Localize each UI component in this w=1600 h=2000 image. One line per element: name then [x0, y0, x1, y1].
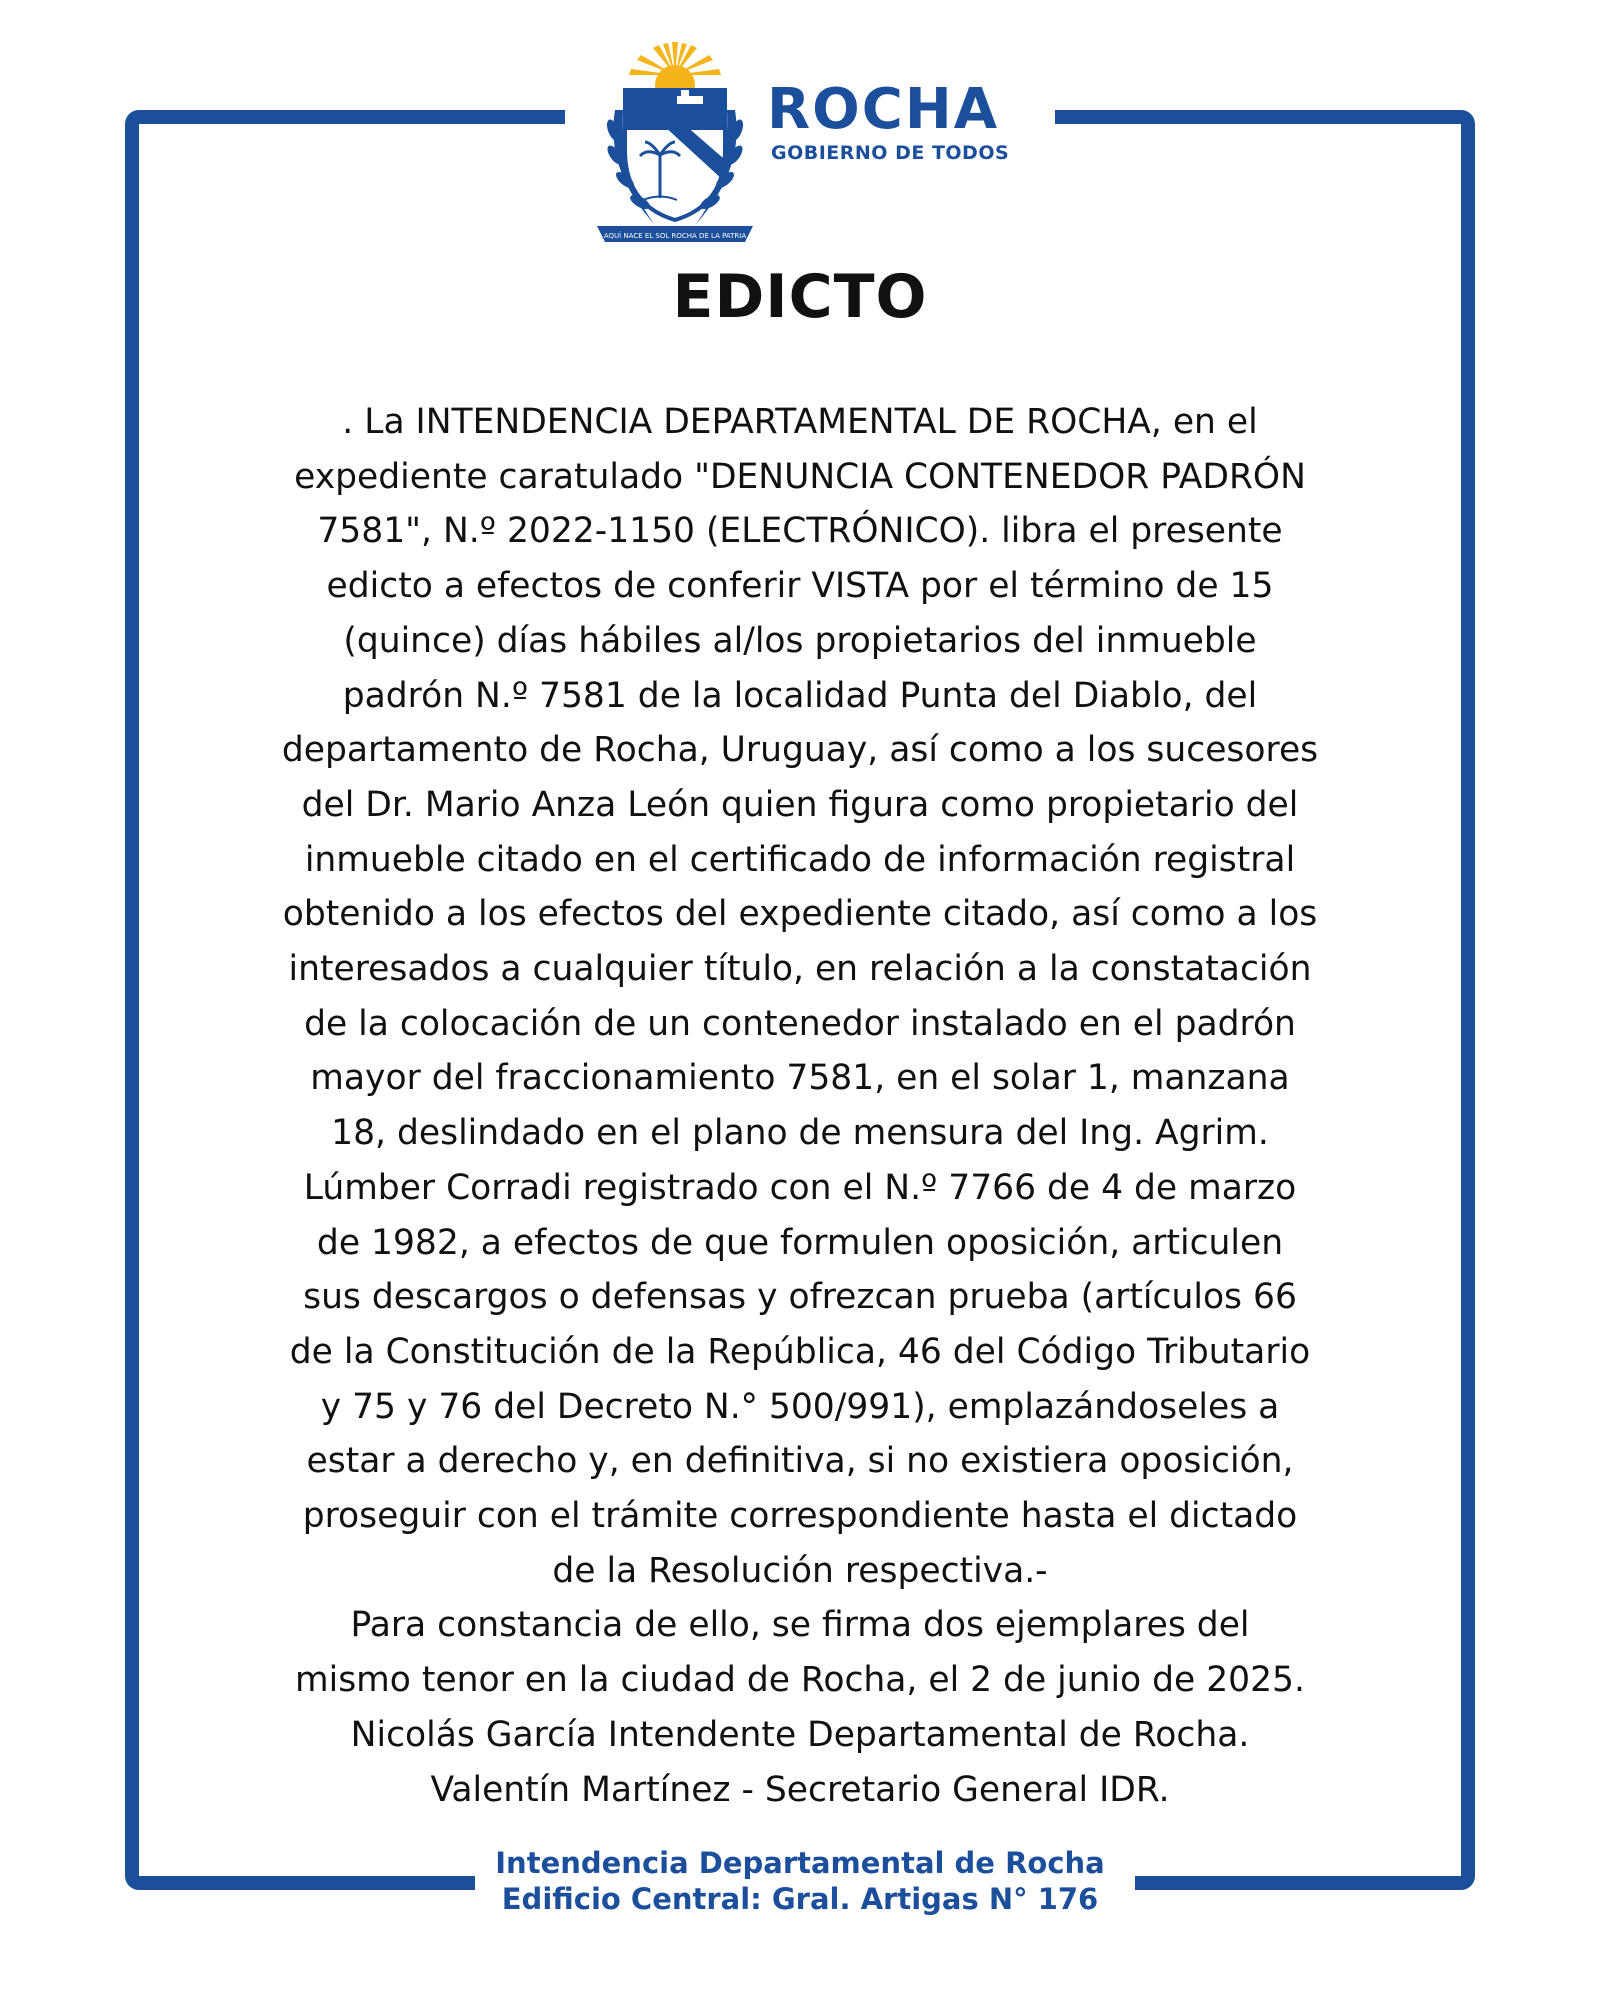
body-line: (quince) días hábiles al/los propietarios del inmueble [343, 620, 1257, 661]
body-line: 7581", N.º 2022-1150 (ELECTRÓNICO). libra el presente [317, 511, 1283, 552]
body-line: de la colocación de un contenedor instalado en el padrón [304, 1003, 1296, 1044]
footer-address [0, 1845, 1600, 1917]
body-line: del Dr. Mario Anza León quien figura como propietario del [301, 784, 1299, 825]
body-line: interesados a cualquier título, en relación a la constatación [288, 949, 1312, 990]
body-line: estar a derecho y, en definitiva, si no existiera oposición, [306, 1441, 1294, 1482]
body-line: Nicolás García Intendente Departamental de Rocha. [350, 1714, 1250, 1755]
body-line: Valentín Martínez - Secretario General IDR. [430, 1769, 1170, 1810]
body-line: Lúmber Corradi registrado con el N.º 7766 de 4 de marzo [303, 1167, 1297, 1208]
document-title: EDICTO [672, 262, 928, 332]
brand-tagline: GOBIERNO DE TODOS [771, 142, 1010, 164]
crest-ribbon [597, 226, 753, 242]
body-line: mismo tenor en la ciudad de Rocha, el 2 de junio de 2025. [295, 1660, 1305, 1701]
body-line: y 75 y 76 del Decreto N.° 500/991), emplazándoseles a [320, 1386, 1280, 1427]
body-line: sus descargos o defensas y ofrezcan prueba (artículos 66 [303, 1277, 1297, 1318]
body-line: obtenido a los efectos del expediente citado, así como a los [282, 894, 1318, 935]
body-line: padrón N.º 7581 de la localidad Punta del Diablo, del [342, 675, 1258, 716]
document-body [160, 395, 1440, 1817]
body-line: de 1982, a efectos de que formulen oposición, articulen [316, 1222, 1284, 1263]
body-line: de la Resolución respectiva.- [552, 1550, 1048, 1591]
body-line: proseguir con el trámite correspondiente hasta el dictado [302, 1496, 1298, 1537]
footer-line-institution: Intendencia Departamental de Rocha [495, 1846, 1105, 1880]
body-line: departamento de Rocha, Uruguay, así como a los sucesores [281, 730, 1319, 771]
body-line: edicto a efectos de conferir VISTA por el término de 15 [326, 566, 1274, 607]
body-line: expediente caratulado "DENUNCIA CONTENEDOR PADRÓN [294, 456, 1306, 497]
crest-ribbon-text: AQUÍ NACE EL SOL ROCHA DE LA PATRIA [603, 232, 747, 240]
body-line: . La INTENDENCIA DEPARTAMENTAL DE ROCHA, en el [342, 402, 1258, 442]
footer-line-address: Edificio Central: Gral. Artigas N° 176 [501, 1882, 1099, 1916]
body-line: de la Constitución de la República, 46 del Código Tributario [289, 1331, 1311, 1372]
body-line: Para constancia de ello, se firma dos ejemplares del [350, 1605, 1250, 1646]
brand-name: ROCHA [767, 77, 1000, 142]
body-line: mayor del fraccionamiento 7581, en el solar 1, manzana [310, 1058, 1290, 1099]
brand-block [767, 77, 1010, 164]
body-line: inmueble citado en el certificado de información registral [304, 839, 1296, 880]
body-line: 18, deslindado en el plano de mensura del Ing. Agrim. [331, 1113, 1269, 1154]
